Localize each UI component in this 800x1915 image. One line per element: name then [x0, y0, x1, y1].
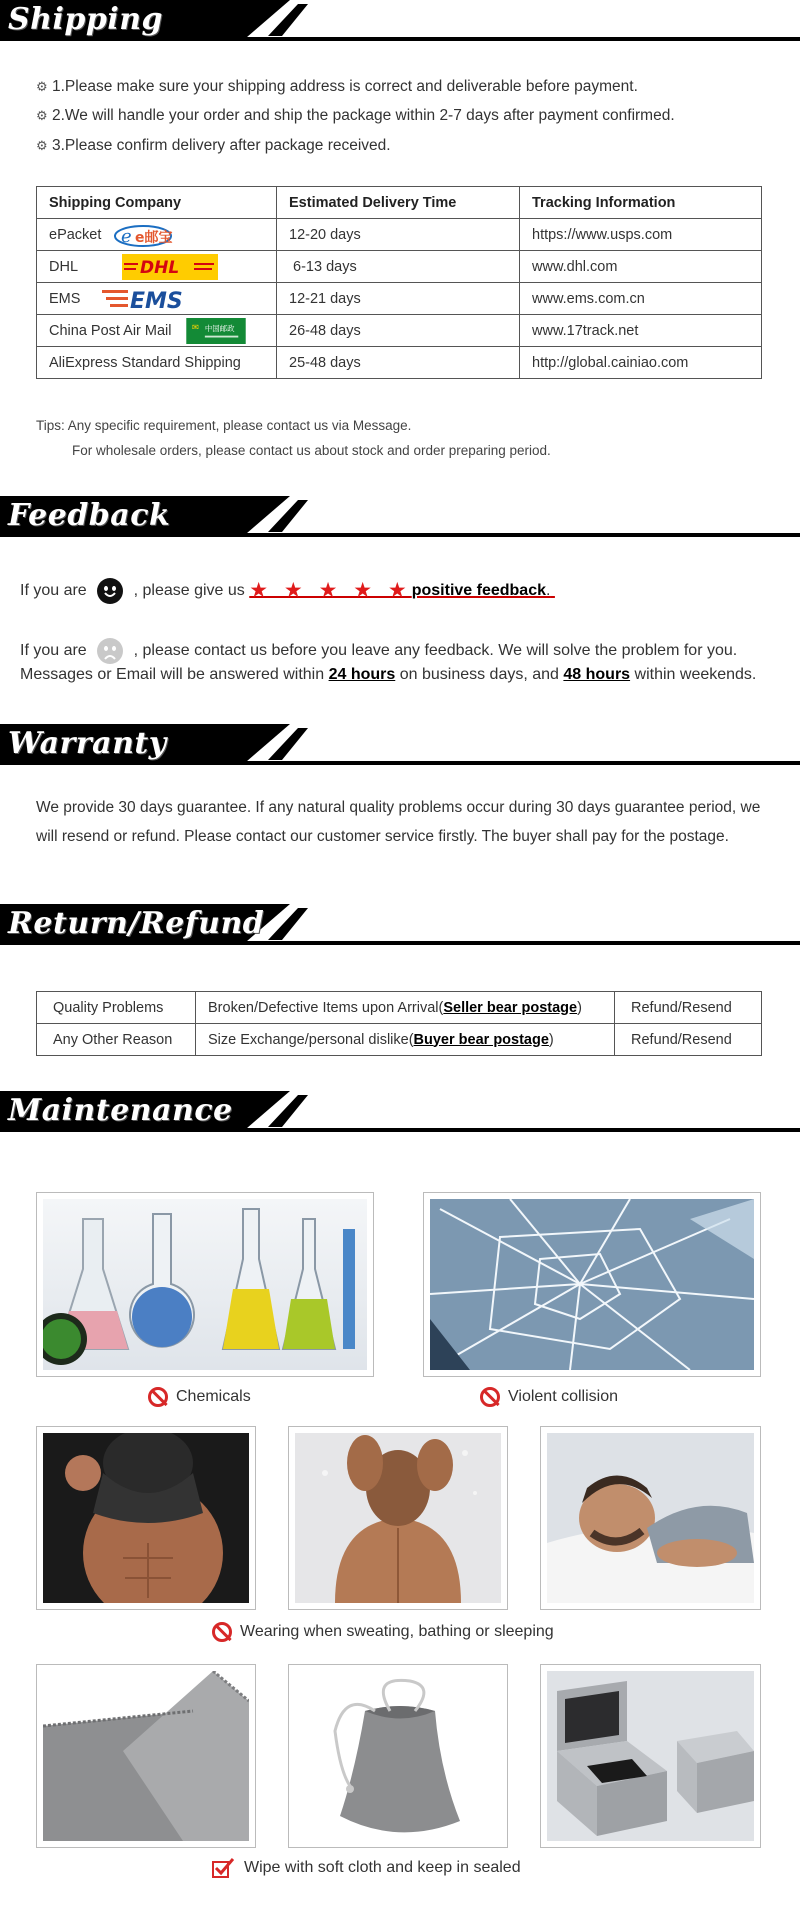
- positive-feedback-text: positive feedback: [411, 582, 546, 600]
- 48-hours-text: 48 hours: [563, 666, 631, 683]
- shipping-bullet-2: ⚙ 2.We will handle your order and ship the package within 2-7 days after payment confirmed.: [36, 107, 675, 124]
- refund-table: [36, 991, 762, 1056]
- chemicals-photo: [36, 1192, 374, 1377]
- prohibited-icon: [480, 1387, 500, 1407]
- tracking-cell[interactable]: http://global.cainiao.com: [520, 347, 762, 379]
- feedback-response-line: Messages or Email will be answered within 24 hours on business days, and 48 hours within weekends.: [20, 666, 757, 683]
- bathing-photo: [288, 1426, 508, 1610]
- company-cell: AliExpress Standard Shipping: [37, 347, 277, 379]
- shipping-title: Shipping: [8, 2, 164, 37]
- column-header: Estimated Delivery Time: [277, 187, 520, 219]
- sweating-photo: [36, 1426, 256, 1610]
- time-cell: 6-13 days: [277, 251, 520, 283]
- broken-glass-photo: [423, 1192, 761, 1377]
- tracking-cell[interactable]: www.17track.net: [520, 315, 762, 347]
- shipping-header: [0, 0, 800, 44]
- epacket-logo: [113, 222, 183, 248]
- action-cell: Refund/Resend: [615, 992, 762, 1024]
- table-row: [37, 283, 762, 315]
- maintenance-title: Maintenance: [8, 1093, 233, 1128]
- wipe-caption: Wipe with soft cloth and keep in sealed: [212, 1858, 521, 1878]
- warranty-text: We provide 30 days guarantee. If any natural quality problems occur during 30 days guarantee period, we will resend or refund. Please contact our customer service firstly. The buyer shall pay for the postage.: [36, 799, 761, 845]
- shipping-bullet-3: ⚙ 3.Please confirm delivery after package received.: [36, 137, 391, 154]
- svg-text:✉: ✉: [191, 321, 199, 332]
- company-cell: EMS EMS: [37, 283, 277, 315]
- tips-line-1: Tips: Any specific requirement, please contact us via Message.: [36, 418, 412, 433]
- time-cell: 26-48 days: [277, 315, 520, 347]
- gear-icon: ⚙: [36, 79, 48, 94]
- svg-text:e邮宝: e邮宝: [135, 229, 173, 246]
- refund-title: Return/Refund: [8, 906, 265, 941]
- prohibited-icon: [148, 1387, 168, 1407]
- gear-icon: ⚙: [36, 108, 48, 123]
- feedback-title: Feedback: [8, 498, 171, 533]
- warranty-title: Warranty: [8, 726, 167, 761]
- table-row: [37, 315, 762, 347]
- svg-text:DHL: DHL: [139, 257, 179, 278]
- shipping-table: [36, 186, 762, 379]
- velvet-pouch-image: [295, 1671, 501, 1841]
- gear-icon: ⚙: [36, 138, 48, 153]
- svg-text:e: e: [121, 225, 133, 247]
- time-cell: 12-21 days: [277, 283, 520, 315]
- prohibited-icon: [212, 1622, 232, 1642]
- time-cell: 25-48 days: [277, 347, 520, 379]
- tracking-cell[interactable]: www.ems.com.cn: [520, 283, 762, 315]
- tips-line-2: For wholesale orders, please contact us about stock and order preparing period.: [72, 443, 551, 458]
- flasks-image: [43, 1199, 367, 1370]
- 24-hours-text: 24 hours: [328, 666, 396, 683]
- table-row: [37, 219, 762, 251]
- company-cell: DHL DHL: [37, 251, 277, 283]
- column-header: Tracking Information: [520, 187, 762, 219]
- description-cell: Broken/Defective Items upon Arrival(Seller bear postage): [196, 992, 615, 1024]
- table-row: [37, 1024, 762, 1056]
- table-row: [37, 251, 762, 283]
- collision-caption: Violent collision: [480, 1387, 618, 1407]
- gift-box-image: [547, 1671, 754, 1841]
- tracking-cell[interactable]: www.dhl.com: [520, 251, 762, 283]
- description-cell: Size Exchange/personal dislike(Buyer bear postage): [196, 1024, 615, 1056]
- company-cell: ePacket e e邮宝: [37, 219, 277, 251]
- box-photo: [540, 1664, 761, 1848]
- polishing-cloth-image: [43, 1671, 249, 1841]
- tracking-cell[interactable]: https://www.usps.com: [520, 219, 762, 251]
- china-post-logo: [184, 318, 248, 344]
- reason-cell: Any Other Reason: [37, 1024, 196, 1056]
- sleeping-photo: [540, 1426, 761, 1610]
- cloth-photo: [36, 1664, 256, 1848]
- company-cell: China Post Air Mail ✉ 中国邮政: [37, 315, 277, 347]
- table-row: [37, 347, 762, 379]
- feedback-happy-line: If you are , please give us ★ ★ ★ ★ ★positive feedback.: [20, 579, 551, 603]
- shipping-bullet-1: ⚙ 1.Please make sure your shipping address is correct and deliverable before payment.: [36, 78, 638, 95]
- action-cell: Refund/Resend: [615, 1024, 762, 1056]
- feedback-sad-line: If you are , please contact us before you leave any feedback. We will solve the problem for you.: [20, 638, 737, 664]
- table-row: [37, 992, 762, 1024]
- man-sleeping-image: [547, 1433, 754, 1603]
- column-header: Shipping Company: [37, 187, 277, 219]
- shattered-glass-image: [430, 1199, 754, 1370]
- sad-face-icon: [97, 638, 123, 664]
- happy-face-icon: [97, 578, 123, 604]
- maintenance-header: [0, 1091, 800, 1135]
- man-bathing-image: [295, 1433, 501, 1603]
- dhl-logo: [122, 254, 218, 280]
- svg-text:中国邮政: 中国邮政: [204, 323, 235, 333]
- chemicals-caption: Chemicals: [148, 1387, 251, 1407]
- sweating-caption: Wearing when sweating, bathing or sleeping: [212, 1622, 554, 1642]
- time-cell: 12-20 days: [277, 219, 520, 251]
- ems-logo: [102, 286, 194, 312]
- checkbox-checked-icon: [212, 1858, 234, 1878]
- warranty-header: [0, 724, 800, 768]
- five-stars-icon: ★ ★ ★ ★ ★: [249, 579, 412, 603]
- pouch-photo: [288, 1664, 508, 1848]
- man-sweating-image: [43, 1433, 249, 1603]
- table-header-row: [37, 187, 762, 219]
- reason-cell: Quality Problems: [37, 992, 196, 1024]
- refund-header: [0, 904, 800, 948]
- svg-text:EMS: EMS: [130, 288, 184, 312]
- feedback-header: [0, 496, 800, 540]
